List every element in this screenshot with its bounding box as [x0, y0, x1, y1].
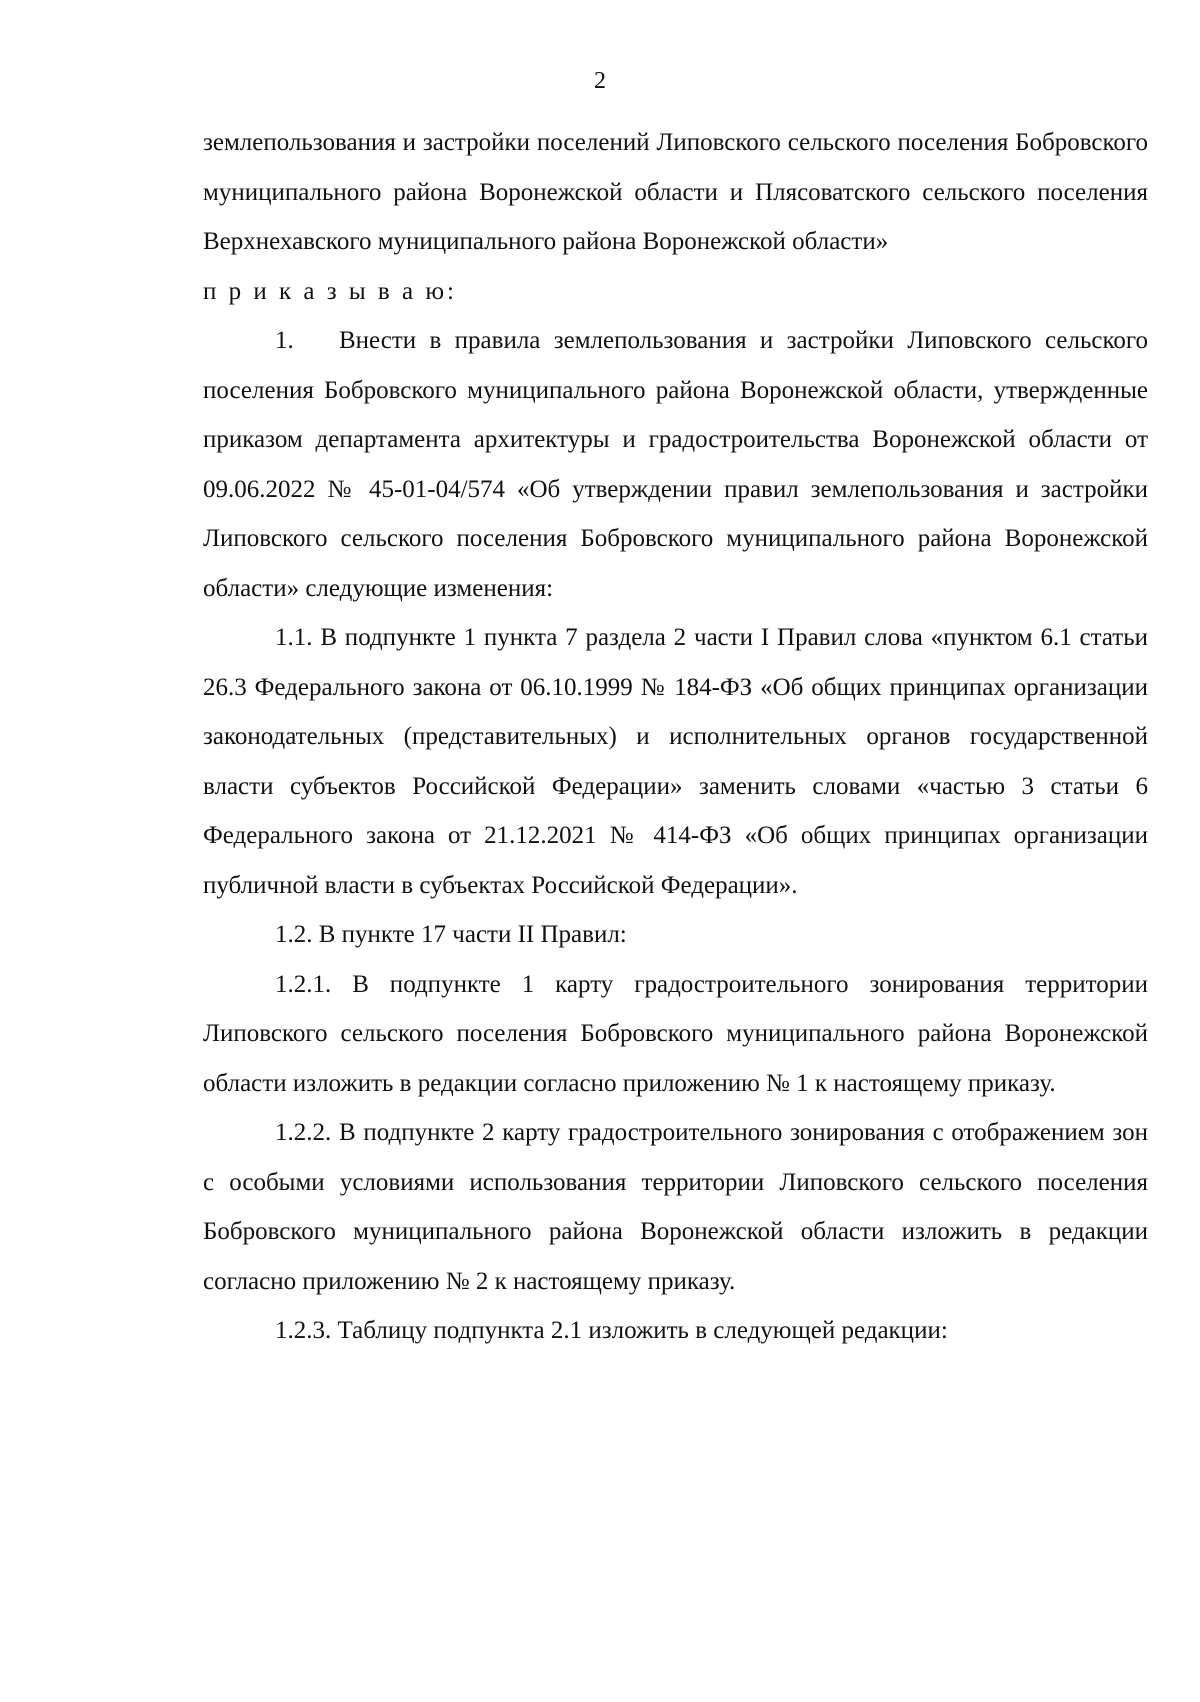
document-body — [203, 118, 1148, 1356]
item-1-number: 1. — [275, 327, 294, 354]
paragraph-item-1-2-2: 1.2.2. В подпункте 2 карту градостроительного зонирования с отображением зон с особыми условиями использования территории Липовского сельского поселения Бобровского муниципального района Воронежской области изложить в редакции согласно приложению № 2 к настоящему приказу. — [203, 1119, 1148, 1295]
paragraph-order-word: п р и к а з ы в а ю: — [203, 277, 457, 305]
paragraph-item-1-2-3: 1.2.3. Таблицу подпункта 2.1 изложить в следующей редакции: — [275, 1317, 948, 1344]
paragraph-item-1 — [203, 316, 1148, 613]
paragraph-intro: землепользования и застройки поселений Липовского сельского поселения Бобровского муниципального района Воронежской области и Плясоватского сельского поселения Верхнехавского муниципального района Воронежской области» — [203, 129, 1148, 255]
paragraph-item-1-1: 1.1. В подпункте 1 пункта 7 раздела 2 части I Правил слова «пунктом 6.1 статьи 26.3 Федерального закона от 06.10.1999 № 184-ФЗ «Об общих принципах организации законодательных (представительных) и исполнительных органов государственной власти субъектов Российской Федерации» заменить словами «частью 3 статьи 6 Федерального закона от 21.12.2021 № 414-ФЗ «Об общих принципах организации публичной власти в субъектах Российской Федерации». — [203, 624, 1148, 899]
paragraph-item-1-2-1: 1.2.1. В подпункте 1 карту градостроительного зонирования территории Липовского сельского поселения Бобровского муниципального района Воронежской области изложить в редакции согласно приложению № 1 к настоящему приказу. — [203, 970, 1148, 1097]
page-number: 2 — [594, 68, 606, 94]
paragraph-item-1-2: 1.2. В пункте 17 части II Правил: — [275, 921, 627, 948]
item-1-text: Внести в правила землепользования и застройки Липовского сельского поселения Бобровского муниципального района Воронежской области, утвержденные приказом департамента архитектуры и градостроительства Воронежской области от 09.06.2022 № 45-01-04/574 «Об утверждении правил землепользования и застройки Липовского сельского поселения Бобровского муниципального района Воронежской области» следующие изменения: — [203, 327, 1148, 602]
